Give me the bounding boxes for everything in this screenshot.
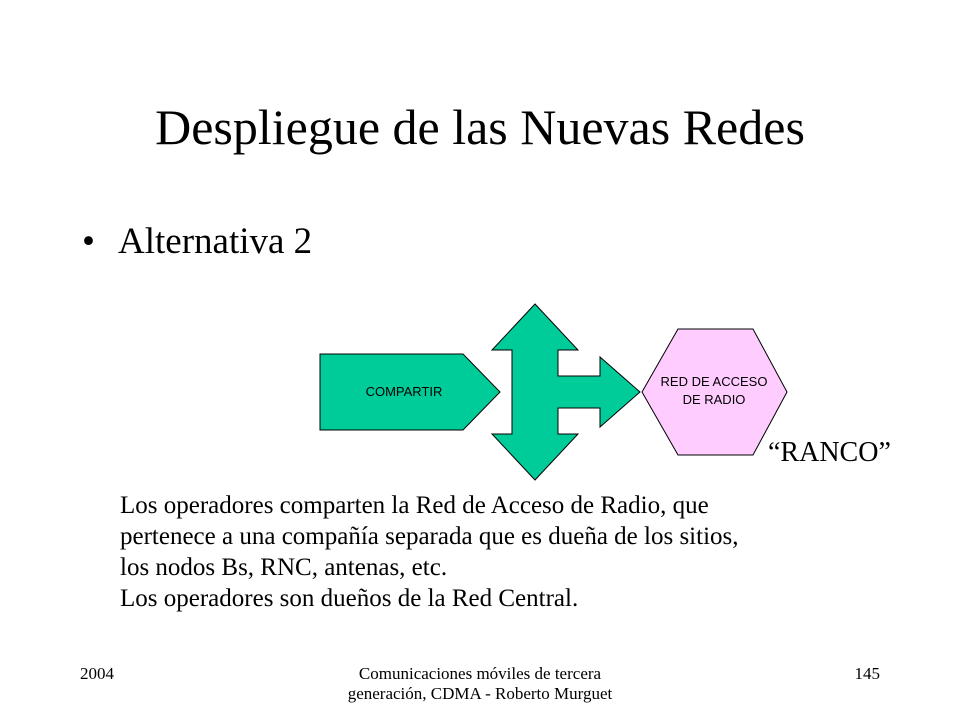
three-way-arrow-shape [492,304,640,480]
description-line: pertenece a una compañía separada que es dueña de los sitios, [120,523,739,550]
footer-center-text: Comunicaciones móviles de tercera generación, CDMA - Roberto Murguet [347,664,613,703]
ranco-label: “RANCO” [768,437,891,468]
bullet-symbol: • [82,221,95,262]
footer-year: 2004 [80,664,114,683]
bullet-text: Alternativa 2 [118,221,313,262]
description-line: los nodos Bs, RNC, antenas, etc. [120,554,448,581]
compartir-label: COMPARTIR [365,384,443,399]
slide-title: Despliegue de las Nuevas Redes [155,99,805,155]
description-text [120,490,739,614]
ran-label-line2: DE RADIO [682,392,746,407]
ran-label-line1: RED DE ACCESO [660,374,768,389]
page-number: 145 [854,664,880,683]
description-line: Los operadores comparten la Red de Acceso de Radio, que [120,492,709,519]
description-line: Los operadores son dueños de la Red Central. [120,585,579,612]
